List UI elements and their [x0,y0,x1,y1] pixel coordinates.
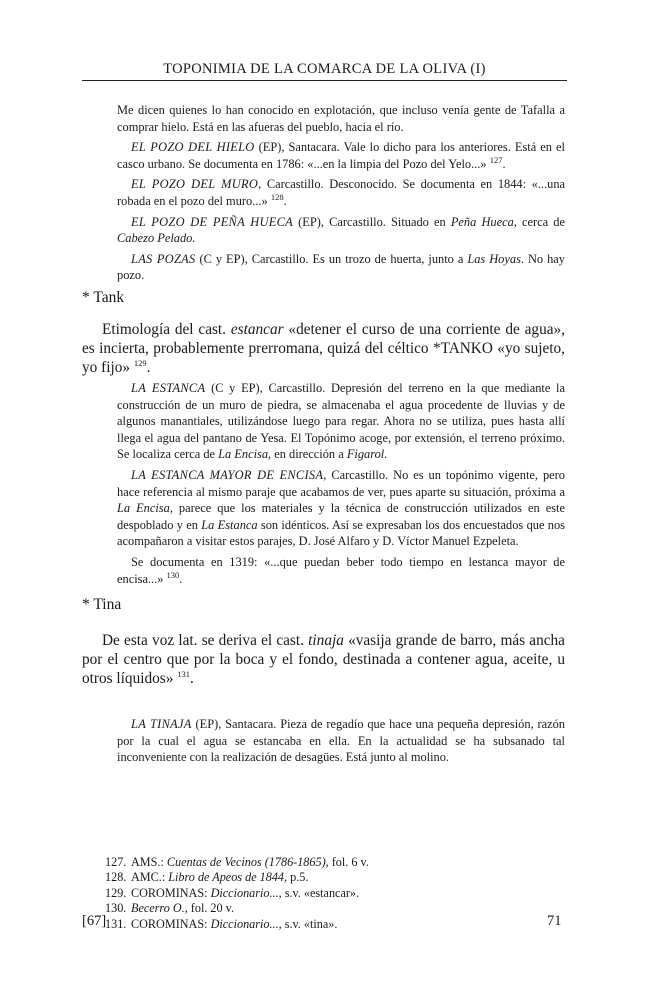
entry-text: , Carcastillo. Desconocido. Se documenta en 1844: «...una robada en el pozo del muro...» [117,177,566,208]
entry-text: (C y EP), Carcastillo. Depresión del terreno en la que mediante la construcción de un muro de piedra, se almacenaba el agua procedente de lluvias y de algunos manantiales, utilizándose luego para regar. Ahora no se utiliza, pues hasta allí llega el agua del pantano de Yesa. El Topónimo acoge, por extensión, el terreno próximo. Se localiza cerca de [117,381,566,462]
entry-text: , cerca de [513,214,565,229]
footnote-locator: , fol. 6 v. [325,855,369,869]
footnote-locator: , s.v. «tina». [278,916,338,931]
place-name: Cabezo Pelado. [117,231,196,246]
toponym: LA TINAJA [131,717,192,731]
entry-text: (EP), Santacara. Vale lo dicho para los anteriores. Está en el casco urbano. Se documenta en 1786: «...en la limpia del Pozo del Yelo...» [117,140,565,171]
footnote-source: AMS.: [131,855,167,869]
place-name: Peña Hueca [450,214,514,229]
footnote-number: 128. [105,870,127,885]
footnote-title: Becerro O. [131,901,185,916]
footnote-source: AMC.: [131,870,169,885]
page-number: 71 [547,913,562,929]
etym-text: «vasija grande de barro, más ancha por el centro que por la boca y el fondo, destinada a contener agua, aceite, u otros líquidos» [82,632,565,687]
footnote-ref[interactable]: 130 [166,569,180,580]
footnote-ref[interactable]: 129 [133,357,147,368]
footnote-ref[interactable]: 128 [270,191,284,202]
etym-word: estancar [230,321,284,338]
etymology-tank [82,321,565,377]
footnote-source: COROMINAS: [131,916,211,931]
etymology-tina [82,632,565,688]
entry-text: (EP), Carcastillo. Situado en [293,214,451,229]
place-name: La Estanca [201,517,258,532]
toponym: LA ESTANCA MAYOR DE ENCISA [131,467,324,482]
entry-text: (EP), Santacara. Pieza de regadío que hace una pequeña depresión, razón por la cual el agua se estancaba en ella. En la actualidad se ha subsanado tal inconveniente con la realización de desagües. Está junto al molino. [117,717,566,765]
entry-las-pozas [117,251,565,284]
toponym: LAS POZAS [131,251,196,266]
footnote [105,855,369,870]
place-name: Figarol. [346,447,388,462]
place-name: Las Hoyas [467,251,521,266]
folio-bracketed: [67] [82,913,107,929]
footnote-source: COROMINAS: [131,885,211,900]
footnote-title: Libro de Apeos de 1844 [168,870,285,885]
entry-la-tinaja [117,716,565,766]
footnote-number: 131. [105,916,127,931]
header-rule [82,80,567,81]
entries-estanca [117,380,565,587]
toponym: EL POZO DEL HIELO [131,140,255,155]
etym-text: . [189,669,194,687]
footnote [105,870,369,885]
entry-pozo-de-pena-hueca [117,214,565,247]
footnote-ref[interactable]: 127 [489,154,503,165]
entry-text: , Carcastillo. No es un topónimo vigente, pero hace referencia al mismo paraje que acabamos de ver, pues aparte su situación, próxima a [117,467,565,499]
entry-text: . No hay pozo. [117,251,566,283]
toponym: LA ESTANCA [131,381,206,395]
etym-word: tinaja [308,632,344,649]
entry-la-estanca [117,380,565,463]
footnote-title: Cuentas de Vecinos (1786-1865) [166,855,326,869]
footnote-number: 130. [105,901,127,916]
entries-tinaja [117,716,565,766]
place-name: La Encisa [218,447,269,462]
etym-text: De esta voz lat. se deriva el cast. [102,632,309,649]
entry-text: Se documenta en 1319: «...que puedan beber todo tiempo en lestanca mayor de encisa...» [117,554,565,586]
footnote-title: Diccionario... [210,916,279,931]
footnote-locator: , s.v. «estancar». [278,885,360,900]
entry-pozo-del-hielo: EL POZO DEL HIELO (EP), Santacara. Vale lo dicho para los anteriores. Está en el casco urbano. Se documenta en 1786: «...en la limpia del Pozo del Yelo...» $^{127}$. [117,140,565,171]
entry-text: (C y EP), Carcastillo. Es un trozo de huerta, junto a [195,251,468,266]
paragraph-text: Me dicen quienes lo han conocido en explotación, que incluso venía gente de Tafalla a comprar hielo. Está en las afueras del pueblo, hacia el río. [117,103,565,134]
etym-text: . [146,358,151,376]
running-head: TOPONIMIA DE LA COMARCA DE LA OLIVA (I) [163,61,486,77]
paragraph-hielo-note [117,102,565,135]
entries-pozo [117,102,565,284]
footnote-ref[interactable]: 131 [177,668,190,679]
footnote-locator: , fol. 20 v. [184,901,235,916]
footnote [105,917,369,932]
entry-estanca-document: Se documenta en 1319: «...que puedan beber todo tiempo en lestanca mayor de encisa...» $^{130}$. [117,554,565,586]
entry-text: , parece que los materiales y la técnica de construcción utilizados en este despoblado y en [117,501,565,532]
entry-text: , en dirección a [268,447,347,462]
toponym: EL POZO DEL MURO [131,177,259,192]
footnote-locator: , p.5. [284,870,309,885]
footnote [105,901,369,916]
entry-text: son idénticos. Así se expresaban los dos encuestados que nos acompañaron a visitar estos parajes, D. José Alfaro y D. Víctor Manuel Ezpeleta. [117,517,565,549]
entry-pozo-del-muro: EL POZO DEL MURO, Carcastillo. Desconocido. Se documenta en 1844: «...una robada en el pozo del muro...» $^{128}$. [117,177,566,208]
footnote-title: Diccionario... [210,885,279,900]
place-name: La Encisa [117,501,170,516]
toponym: EL POZO DE PEÑA HUECA [131,214,294,229]
footnote [105,886,369,901]
footnotes [105,855,369,932]
entry-la-estanca-mayor [117,467,565,550]
section-heading-tina: * Tina [82,596,122,613]
footnote-number: 127. [105,855,127,869]
etym-text: «detener el curso de una corriente de agua», es incierta, probablemente prerromana, quizá del céltico *TANKO «yo sujeto, yo fijo» [82,321,565,376]
footnote-number: 129. [105,885,127,900]
section-heading-tank: * Tank [82,289,125,306]
etym-text: Etimología del cast. [102,321,231,338]
